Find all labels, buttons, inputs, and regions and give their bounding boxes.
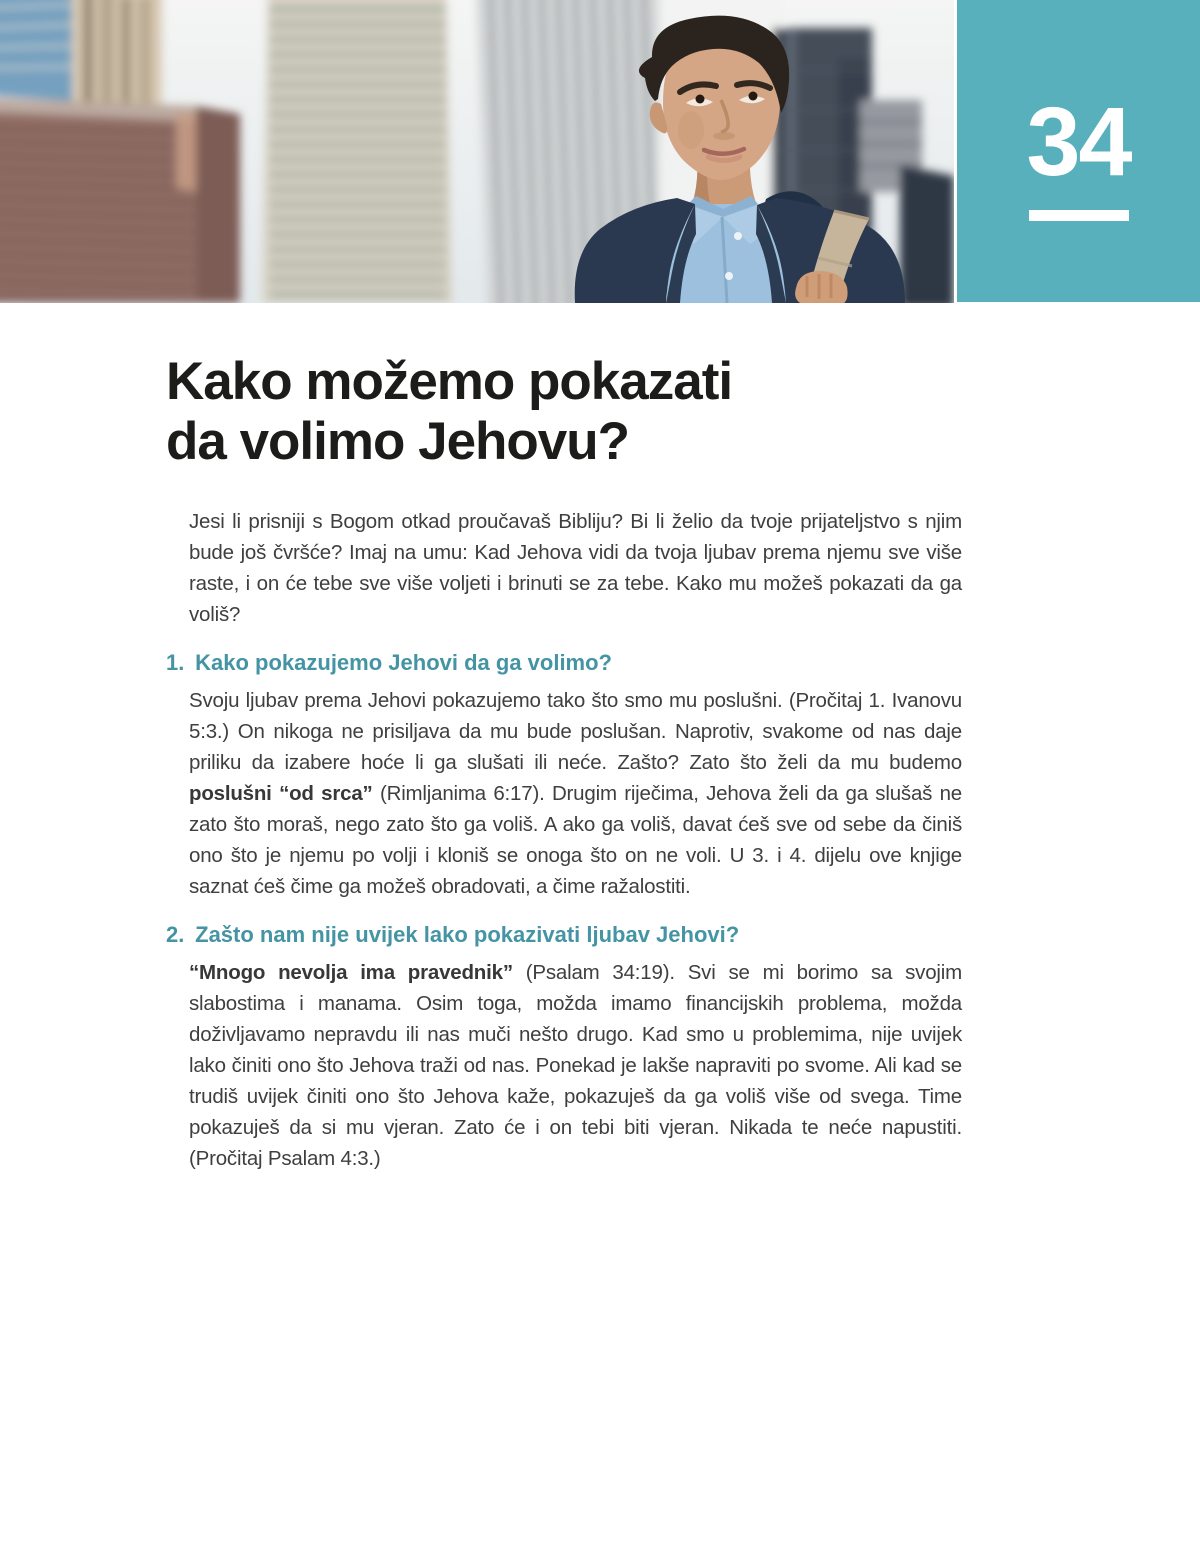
section-2-heading xyxy=(166,921,1200,949)
chapter-number-badge xyxy=(957,0,1200,302)
intro-paragraph: Jesi li prisniji s Bogom otkad proučavaš Bibliju? Bi li želio da tvoje prijateljstvo s njim bude još čvršće? Imaj na umu: Kad Jehova vidi da tvoja ljubav prema njemu sve više raste, i on će tebe sve više voljeti i brinuti se za tebe. Kako mu možeš pokazati da ga voliš? xyxy=(189,510,962,626)
section-1-number: 1. xyxy=(166,650,185,675)
section-1-body: Svoju ljubav prema Jehovi pokazujemo tako što smo mu poslušni. (Pročitaj 1. Ivanovu 5:3.) On nikoga ne prisiljava da mu bude poslušan. Naprotiv, svakome od nas daje priliku da izabere hoće li ga slušati ili neće. Zašto? Zato što želi da mu budemo poslušni “od srca” (Rimljanima 6:17). Drugim riječima, Jehova želi da ga slušaš ne zato što moraš, nego zato što ga voliš. A ako ga voliš, davat ćeš sve od sebe da činiš ono što je njemu po volji i kloniš se onoga što on ne voli. U 3. i 4. dijelu ove knjige saznat ćeš čime ga možeš obradovati, a čime ražalostiti. xyxy=(189,689,962,898)
lesson-content xyxy=(0,303,1200,1174)
section-2 xyxy=(0,921,1200,1174)
page-title xyxy=(166,352,1200,472)
chapter-number: 34 xyxy=(1026,87,1131,196)
section-1 xyxy=(0,649,1200,902)
hero-header xyxy=(0,0,1200,303)
section-1-heading-text: Kako pokazujemo Jehovi da ga volimo? xyxy=(195,650,612,675)
page-title-line-2: da volimo Jehovu? xyxy=(166,412,630,471)
page-title-line-1: Kako možemo pokazati xyxy=(166,352,733,411)
section-2-number: 2. xyxy=(166,922,185,947)
section-1-heading xyxy=(166,649,1200,677)
chapter-underline xyxy=(1029,210,1129,221)
cityscape-man-illustration xyxy=(0,0,954,303)
section-2-heading-text: Zašto nam nije uvijek lako pokazivati ljubav Jehovi? xyxy=(195,922,740,947)
hero-photo xyxy=(0,0,954,303)
section-2-body: “Mnogo nevolja ima pravednik” (Psalam 34:19). Svi se mi borimo sa svojim slabostima i manama. Osim toga, možda imamo financijskih problema, možda doživljavamo nepravdu ili nas muči nešto drugo. Kad smo u problemima, nije uvijek lako činiti ono što Jehova traži od nas. Ponekad je lakše napraviti po svome. Ali kad se trudiš uvijek činiti ono što Jehova kaže, pokazuješ da ga voliš više od svega. Time pokazuješ da si mu vjeran. Zato će i on tebi biti vjeran. Nikada te neće napustiti. (Pročitaj Psalam 4:3.) xyxy=(189,961,962,1170)
